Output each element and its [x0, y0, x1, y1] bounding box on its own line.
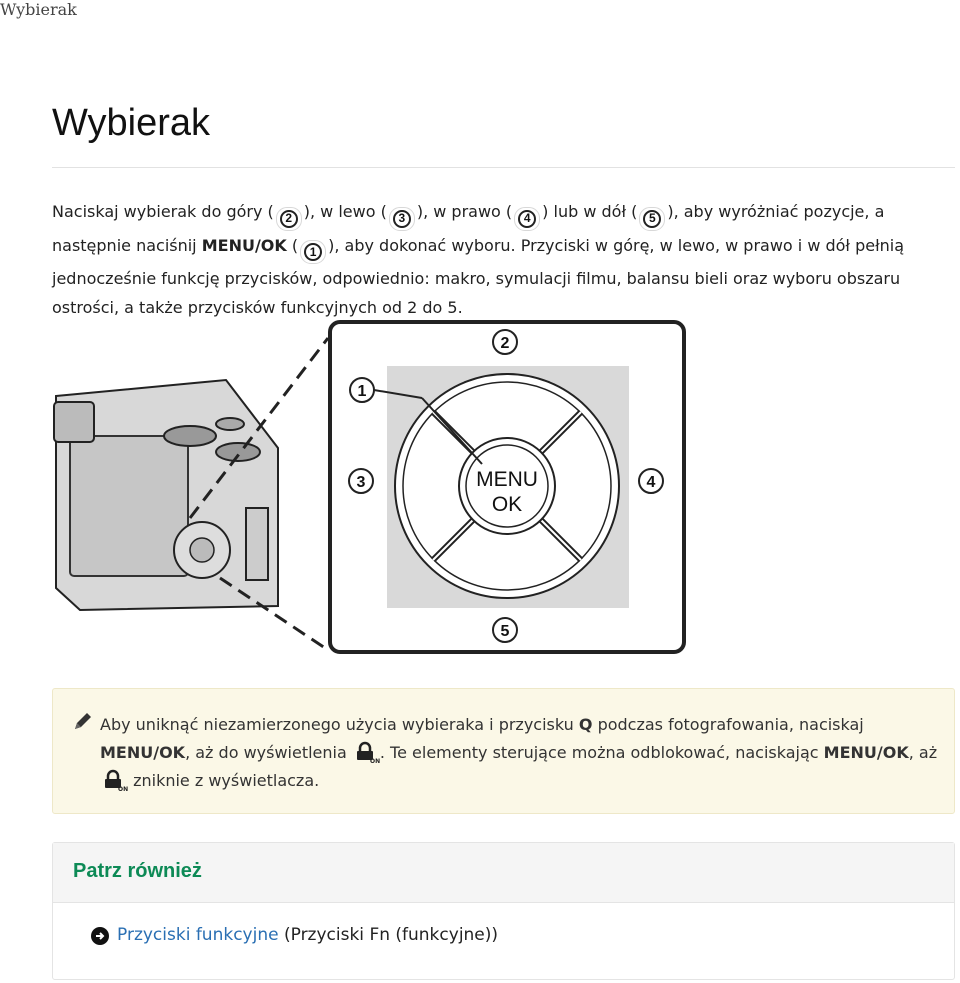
circled-2-icon: 2 [276, 207, 302, 231]
camera-illustration [54, 380, 278, 610]
svg-text:3: 3 [356, 474, 366, 491]
callout-2 [493, 330, 517, 354]
lock-on-icon [102, 770, 129, 793]
q-label: Q [578, 715, 593, 734]
arrow-right-icon [91, 927, 109, 945]
selector-diagram [50, 318, 690, 658]
svg-text:ON: ON [118, 786, 129, 793]
circled-5-icon: 5 [639, 207, 665, 231]
note-text: Aby uniknąć niezamierzonego użycia wybieraka i przycisku Q podczas fotografowania, naciskaj MENU/OK, aż do wyświetlenia ON . Te elementy sterujące można odblokować, naciskając MENU/OK, aż ON zniknie z wyświetlacza. [100, 715, 938, 793]
function-buttons-link[interactable]: Przyciski funkcyjne [117, 925, 279, 945]
pencil-icon [73, 711, 93, 735]
circled-4-icon: 4 [514, 207, 540, 231]
menu-ok-label: MENU/OK [201, 235, 287, 255]
callout-3 [349, 469, 373, 493]
ok-text: OK [491, 493, 523, 516]
svg-text:1: 1 [357, 383, 367, 400]
svg-text:4: 4 [646, 474, 656, 491]
note-box [52, 688, 955, 814]
callout-1 [350, 378, 374, 402]
menu-text: MENU [476, 468, 538, 491]
see-also-item: Przyciski funkcyjne (Przyciski Fn (funkcyjne)) [91, 925, 498, 945]
menu-ok-label: MENU/OK [100, 743, 186, 762]
callout-5 [493, 618, 517, 642]
svg-text:5: 5 [500, 623, 510, 640]
tab-title: Wybierak [0, 0, 77, 19]
lock-on-icon [354, 742, 378, 764]
title-divider [52, 167, 955, 168]
page-title: Wybierak [52, 102, 211, 144]
svg-text:2: 2 [500, 335, 510, 352]
intro-paragraph: Naciskaj wybierak do góry ( 2 ), w lewo ( 3 ), w prawo ( 4 ) lub w dół ( 5 ), aby wyróżniać pozycje, a następnie naciśnij MENU/OK ( 1 ), aby dokonać wyboru. Przyciski w górę, w lewo, w prawo i w dół pełnią jednocześnie funkcję przycisków, odpowiednio: makro, symulacji filmu, balansu bieli oraz wyboru obszaru ostrości, a także przycisków funkcyjnych od 2 do 5. [52, 202, 904, 317]
svg-text:ON: ON [369, 758, 380, 765]
see-also-box [52, 842, 955, 980]
circled-1-icon: 1 [300, 240, 326, 264]
callout-4 [639, 469, 663, 493]
circled-3-icon: 3 [389, 207, 415, 231]
menu-ok-label-2: MENU/OK [823, 743, 909, 762]
see-also-title: Patrz również [73, 860, 202, 882]
selector-illustration [50, 318, 690, 658]
